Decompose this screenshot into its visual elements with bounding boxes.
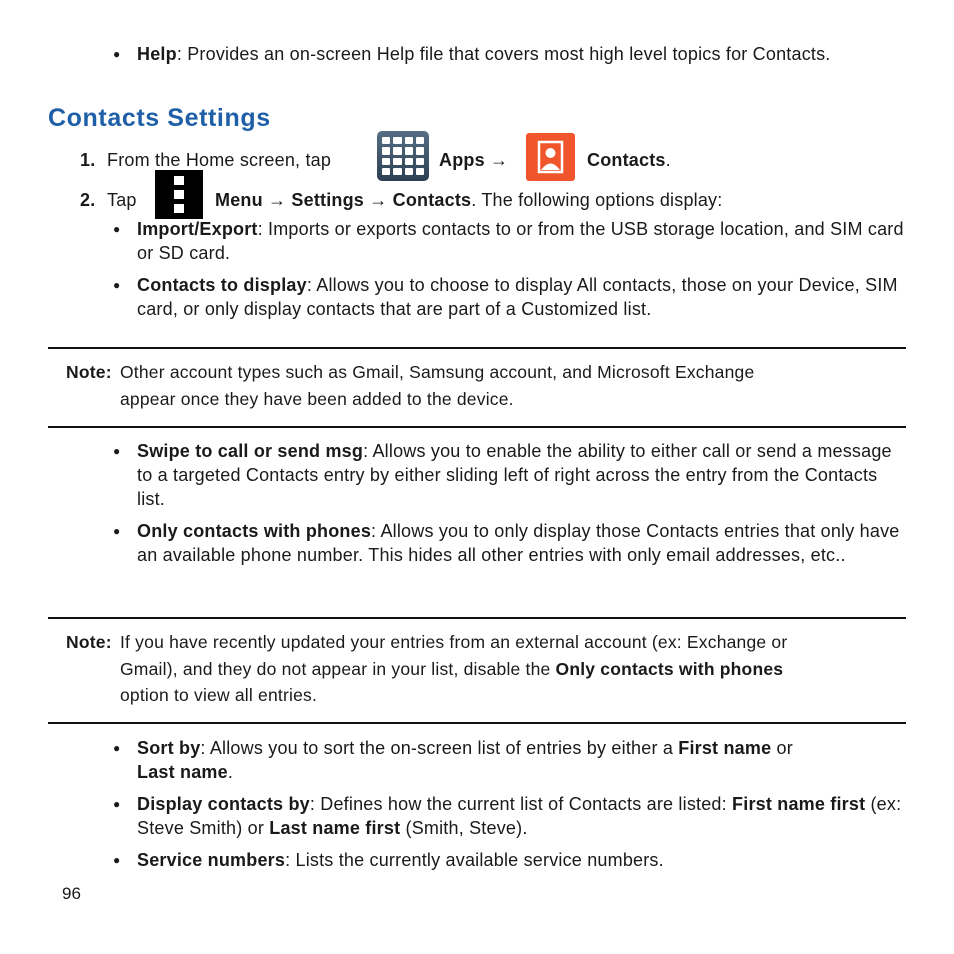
item-description: : Imports or exports contacts to or from the USB storage location, and SIM card or SD card. <box>137 219 904 263</box>
divider <box>48 426 906 428</box>
item-description: (ex: Steve Smith) or <box>137 794 902 838</box>
item-description: : Allows you to choose to display All contacts, those on your Device, SIM card, or only display contacts that are part of a Customized list. <box>137 275 898 319</box>
arrow: → <box>490 150 509 170</box>
note-label: Note: <box>66 632 112 652</box>
display-contacts-by-item <box>137 792 909 840</box>
bullet-marker: ● <box>113 797 121 811</box>
item-description: (Smith, Steve). <box>400 818 528 838</box>
note-line: Other account types such as Gmail, Samsung account, and Microsoft Exchange <box>120 362 755 382</box>
step-1-apps <box>439 148 508 172</box>
section-title: Contacts Settings <box>48 104 271 132</box>
only-contacts-with-phones-item <box>137 519 909 567</box>
step-2-suffix: . The following options display: <box>471 190 723 210</box>
option-last-name: Last name <box>137 762 228 782</box>
item-term: Display contacts by <box>137 794 310 814</box>
contacts-label: Contacts <box>587 150 666 170</box>
step-2-number: 2. <box>80 190 96 210</box>
bullet-marker: ● <box>113 278 121 292</box>
help-description: : Provides an on-screen Help file that covers most high level topics for Contacts. <box>176 44 831 64</box>
step-1-contacts <box>587 148 671 172</box>
step-1-number: 1. <box>80 150 96 170</box>
note-line <box>120 656 783 683</box>
note-line: option to view all entries. <box>120 685 318 705</box>
step-1-suffix: . <box>665 150 671 170</box>
item-description: : Lists the currently available service numbers. <box>285 850 664 870</box>
arrow: → <box>369 190 388 210</box>
item-term: Sort by <box>137 738 201 758</box>
menu-label: Menu <box>215 190 263 210</box>
item-term: Only contacts with phones <box>137 521 372 541</box>
item-description: : Allows you to sort the on-screen list of entries by either a <box>200 738 679 758</box>
bullet-marker: ● <box>113 444 121 458</box>
service-numbers-item <box>137 848 909 872</box>
contacts-to-display-item <box>137 273 909 321</box>
divider <box>48 722 906 724</box>
help-item <box>137 42 909 66</box>
apps-label: Apps <box>439 150 485 170</box>
step-2-prefix: Tap <box>107 190 137 210</box>
item-term: Import/Export <box>137 219 258 239</box>
bullet-marker: ● <box>113 222 121 236</box>
settings-label: Settings <box>291 190 365 210</box>
menu-dots-icon <box>155 170 203 219</box>
bullet-marker: ● <box>113 47 121 61</box>
note-text: Gmail), and they do not appear in your list, disable the <box>120 659 556 679</box>
option-first-name: First name <box>678 738 772 758</box>
import-export-item <box>137 217 909 265</box>
arrow: → <box>268 190 287 210</box>
bullet-marker: ● <box>113 741 121 755</box>
note-bold-term: Only contacts with phones <box>555 659 784 679</box>
note-label: Note: <box>66 362 112 382</box>
item-term: Contacts to display <box>137 275 307 295</box>
apps-grid-icon <box>377 131 429 181</box>
step-1-prefix: From the Home screen, tap <box>107 150 332 170</box>
bullet-marker: ● <box>113 524 121 538</box>
note-line: appear once they have been added to the device. <box>120 389 514 409</box>
item-term: Swipe to call or send msg <box>137 441 364 461</box>
item-description: : Defines how the current list of Contacts are listed: <box>309 794 733 814</box>
bullet-marker: ● <box>113 853 121 867</box>
item-description: or <box>771 738 793 758</box>
sort-by-item <box>137 736 909 784</box>
swipe-to-call-item <box>137 439 909 511</box>
item-description: : Allows you to only display those Contacts entries that only have an available phone number. This hides all other entries with only email addresses, etc.. <box>137 521 900 565</box>
contacts-person-icon <box>526 133 575 181</box>
step-2-path <box>215 188 722 212</box>
divider <box>48 347 906 349</box>
item-description: : Allows you to enable the ability to either call or send a message to a targeted Contacts entry by either sliding left of right across the entry from the Contacts list. <box>137 441 892 509</box>
divider <box>48 617 906 619</box>
page-number: 96 <box>62 884 81 903</box>
contacts-label: Contacts <box>392 190 472 210</box>
option-first-name-first: First name first <box>732 794 866 814</box>
help-term: Help <box>137 44 177 64</box>
note-line: If you have recently updated your entries from an external account (ex: Exchange or <box>120 632 788 652</box>
option-last-name-first: Last name first <box>269 818 401 838</box>
item-term: Service numbers <box>137 850 286 870</box>
item-description: . <box>227 762 234 782</box>
